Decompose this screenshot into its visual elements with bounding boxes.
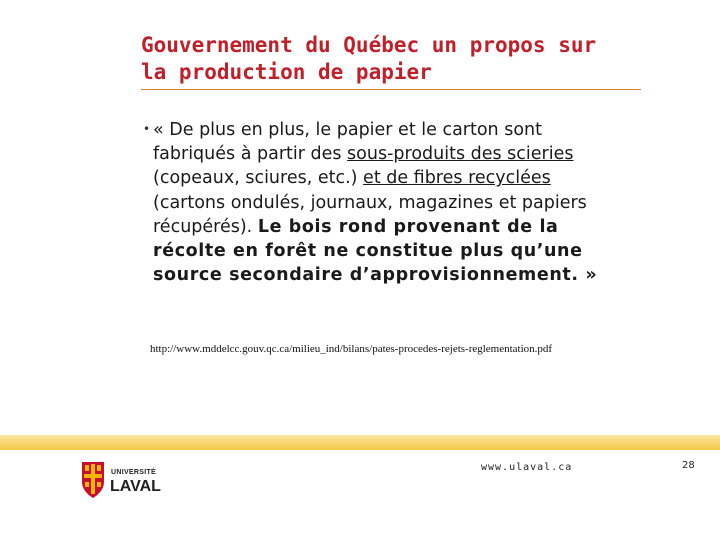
quote-underline-2: et de fibres recyclées [363,168,551,189]
footer-band [0,435,720,450]
website-link[interactable]: www.ulaval.ca [481,462,573,473]
quote-bullet [153,118,623,287]
logo-line2: LAVAL [110,478,161,495]
source-url: http://www.mddelcc.gouv.qc.ca/milieu_ind/bilans/pates-procedes-rejets-reglementation.pdf [150,343,553,355]
logo-line1: UNIVERSITÉ [111,469,157,476]
slide-title: Gouvernement du Québec un propos sur la production de papier [141,33,597,84]
quote-text-part3: (cartons ondulés, journaux, magazines et papiers récupérés). [153,192,587,237]
quote-text-part1: « De plus en plus, le papier et le carton sont fabriqués à partir des [153,120,542,165]
page-number: 28 [682,460,695,471]
quote-text-part2: (copeaux, sciures, etc.) [153,168,364,189]
university-crest-icon [80,460,170,500]
title-divider [141,89,641,90]
university-logo [80,460,170,500]
quote-underline-1: sous-produits des scieries [347,144,574,165]
quote-bold-text: Le bois rond provenant de la récolte en forêt ne constitue plus qu’une source secondaire d’approvisionnement. » [153,216,598,286]
bullet-marker-icon: • [143,122,151,136]
